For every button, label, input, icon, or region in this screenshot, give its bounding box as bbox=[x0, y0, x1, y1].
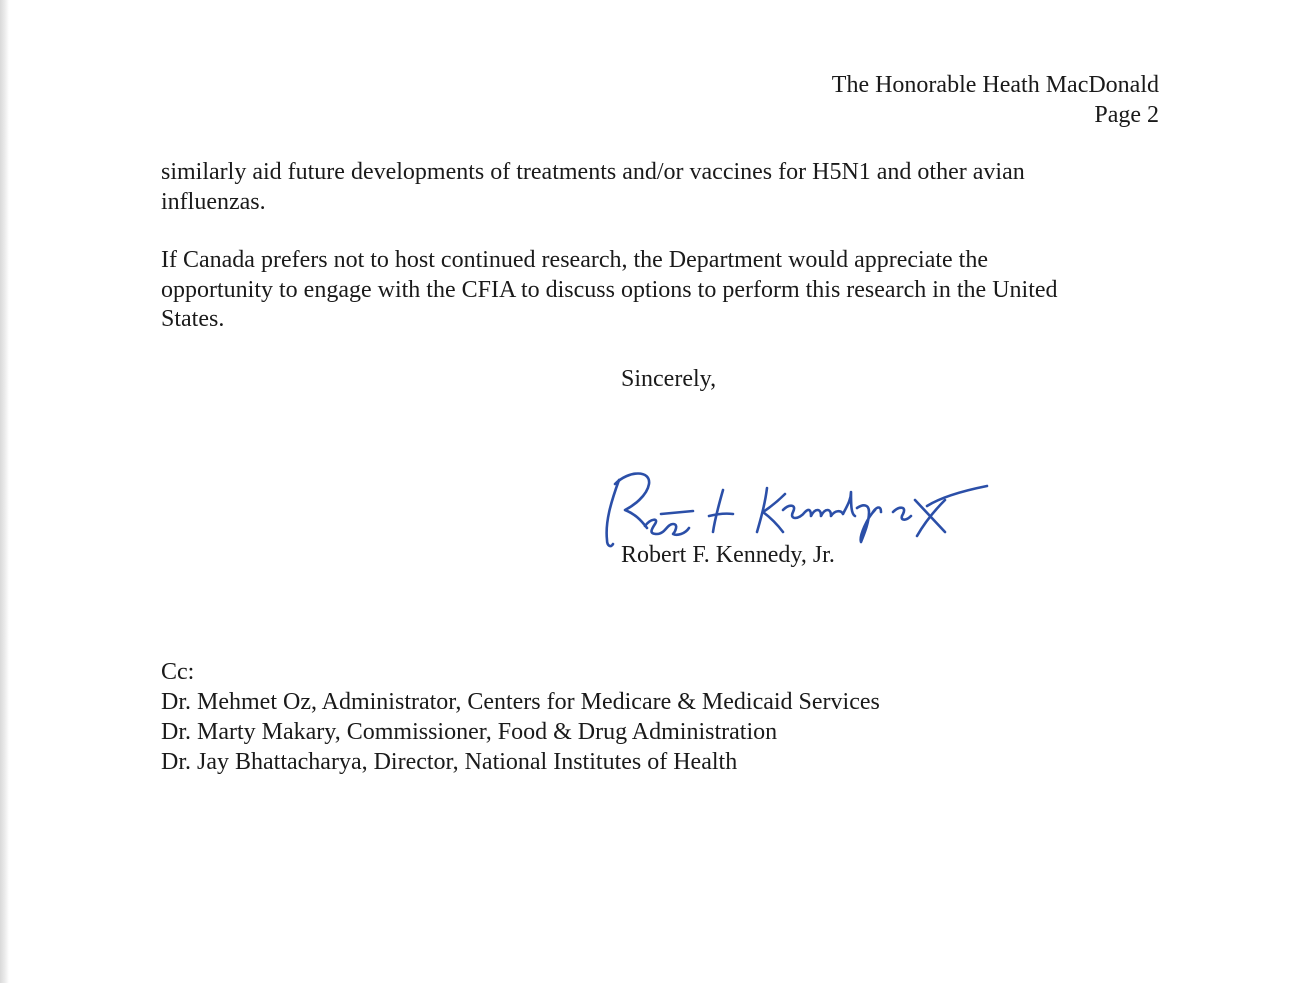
paragraph-line: opportunity to engage with the CFIA to discuss options to perform this research in the United bbox=[161, 276, 1058, 303]
cc-list bbox=[161, 657, 880, 777]
paragraph-1 bbox=[161, 158, 1025, 217]
header-recipient: The Honorable Heath MacDonald bbox=[831, 72, 1159, 98]
paragraph-line: similarly aid future developments of treatments and/or vaccines for H5N1 and other avian bbox=[161, 159, 1025, 185]
signer-name: Robert F. Kennedy, Jr. bbox=[621, 542, 835, 568]
header-page-number: Page 2 bbox=[1094, 102, 1159, 128]
cc-recipient: Dr. Jay Bhattacharya, Director, National Institutes of Health bbox=[161, 749, 738, 775]
cc-recipient: Dr. Marty Makary, Commissioner, Food & Drug Administration bbox=[161, 719, 778, 745]
closing-salutation: Sincerely, bbox=[621, 366, 717, 392]
paragraph-line: influenzas. bbox=[161, 188, 266, 215]
paragraph-line: If Canada prefers not to host continued research, the Department would appreciate the bbox=[161, 247, 989, 273]
page-edge-shadow bbox=[0, 0, 9, 983]
letter-page bbox=[9, 0, 1290, 983]
page-header bbox=[832, 70, 1159, 130]
paragraph-2 bbox=[161, 246, 1058, 335]
paragraph-line: States. bbox=[161, 306, 225, 332]
cc-label: Cc: bbox=[161, 659, 195, 685]
cc-recipient: Dr. Mehmet Oz, Administrator, Centers for Medicare & Medicaid Services bbox=[161, 689, 880, 715]
